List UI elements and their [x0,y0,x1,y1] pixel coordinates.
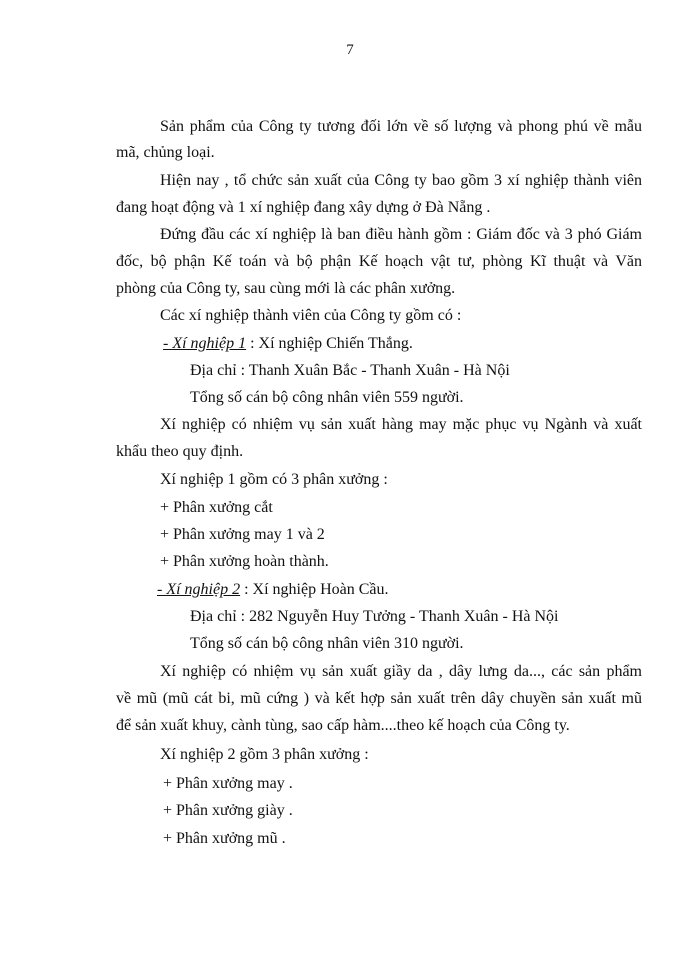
list-item: + Phân xưởng may . [163,775,293,792]
list-item: + Phân xưởng hoàn thành. [160,553,329,570]
list-item: + Phân xưởng may 1 và 2 [160,526,325,543]
list-item: + Phân xưởng giày . [163,802,293,819]
paragraph-line: phòng của Công ty, sau cùng mới là các phân xưởng. [116,280,456,297]
enterprise-2-address: Địa chỉ : 282 Nguyễn Huy Tưởng - Thanh Xuân - Hà Nội [190,608,559,625]
paragraph-line: Xí nghiệp có nhiệm vụ sản xuất hàng may mặc phục vụ Ngành và xuất [160,416,642,433]
enterprise-2-name: : Xí nghiệp Hoàn Cầu. [240,581,389,598]
workshops-intro: Xí nghiệp 1 gồm có 3 phân xưởng : [160,471,388,488]
list-item: + Phân xưởng mũ . [163,830,286,847]
enterprise-1-heading [163,334,413,354]
enterprise-2-heading [157,580,389,600]
paragraph-line: Các xí nghiệp thành viên của Công ty gồm có : [160,307,462,324]
paragraph-line: đang hoạt động và 1 xí nghiệp đang xây dựng ở Đà Nẵng . [116,199,491,216]
paragraph-line: Xí nghiệp có nhiệm vụ sản xuất giầy da , dây lưng da..., các sản phẩm [160,663,642,680]
enterprise-2-label: - Xí nghiệp 2 [157,581,241,598]
workshops-intro: Xí nghiệp 2 gồm 3 phân xưởng : [160,746,369,763]
paragraph-line: để sản xuất khuy, cành tùng, sao cấp hàm....theo kế hoạch của Công ty. [116,717,570,734]
paragraph-line: Sản phẩm của Công ty tương đối lớn về số lượng và phong phú về mẫu [160,118,642,135]
enterprise-1-staff: Tổng số cán bộ công nhân viên 559 người. [190,389,464,406]
paragraph-line: khẩu theo quy định. [116,443,244,460]
page-number: 7 [346,42,354,58]
paragraph-line: Đứng đầu các xí nghiệp là ban điều hành gồm : Giám đốc và 3 phó Giám [160,226,642,243]
enterprise-1-label: - Xí nghiệp 1 [163,335,247,352]
paragraph-line: mã, chủng loại. [116,144,215,161]
enterprise-1-name: : Xí nghiệp Chiến Thắng. [246,335,413,352]
enterprise-2-staff: Tổng số cán bộ công nhân viên 310 người. [190,635,464,652]
list-item: + Phân xưởng cắt [160,499,273,516]
paragraph-line: đốc, bộ phận Kế toán và bộ phận Kế hoạch vật tư, phòng Kĩ thuật và Văn [116,253,642,270]
paragraph-line: Hiện nay , tổ chức sản xuất của Công ty bao gồm 3 xí nghiệp thành viên [160,172,642,189]
enterprise-1-address: Địa chỉ : Thanh Xuân Bắc - Thanh Xuân - Hà Nội [190,362,510,379]
paragraph-line: về mũ (mũ cát bi, mũ cứng ) và kết hợp sản xuất trên dây chuyền sản xuất mũ [116,690,642,707]
